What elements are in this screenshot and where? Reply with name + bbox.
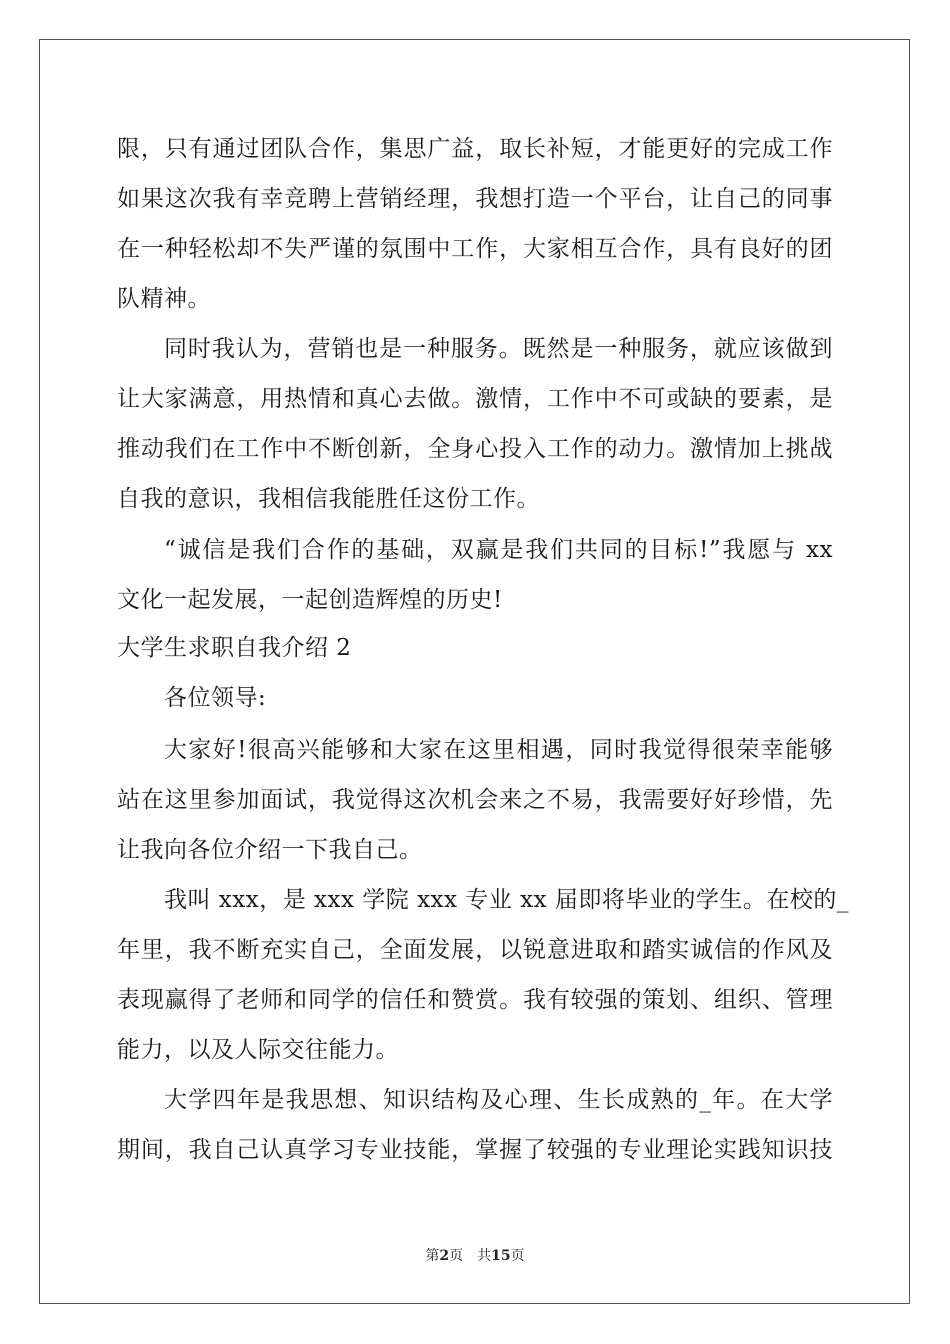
text-line: 同时我认为，营销也是一种服务。既然是一种服务，就应该做到 — [164, 336, 833, 362]
text-line: 大家好!很高兴能够和大家在这里相遇，同时我觉得很荣幸能够 — [164, 737, 833, 763]
text-line: 站在这里参加面试，我觉得这次机会来之不易，我需要好好珍惜，先 — [117, 787, 833, 813]
current-page-number: 2 — [439, 1248, 450, 1264]
salutation: 各位领导: — [164, 685, 267, 711]
text-line: 如果这次我有幸竞聘上营销经理，我想打造一个平台，让自己的同事 — [117, 186, 833, 212]
text-line: 推动我们在工作中不断创新，全身心投入工作的动力。激情加上挑战 — [117, 436, 833, 462]
text-line: “诚信是我们合作的基础，双赢是我们共同的目标!”我愿与 xx — [164, 537, 833, 563]
text-line: 期间，我自己认真学习专业技能，掌握了较强的专业理论实践知识技 — [117, 1137, 833, 1163]
text-line: 文化一起发展，一起创造辉煌的历史! — [117, 587, 503, 613]
text-line: 限，只有通过团队合作，集思广益，取长补短，才能更好的完成工作 — [117, 136, 833, 162]
text-line: 我叫 xxx，是 xxx 学院 xxx 专业 xx 届即将毕业的学生。在校的_ — [164, 887, 849, 913]
text-line: 能力，以及人际交往能力。 — [117, 1037, 399, 1063]
footer-prefix: 第 — [425, 1248, 440, 1264]
text-line: 让我向各位介绍一下我自己。 — [117, 837, 423, 863]
footer-suffix: 页 — [510, 1248, 525, 1264]
section-heading: 大学生求职自我介绍 2 — [117, 635, 352, 661]
text-line: 队精神。 — [117, 286, 211, 312]
text-line: 自我的意识，我相信我能胜任这份工作。 — [117, 486, 540, 512]
text-line: 年里，我不断充实自己，全面发展，以锐意进取和踏实诚信的作风及 — [117, 937, 833, 963]
text-line: 大学四年是我思想、知识结构及心理、生长成熟的_年。在大学 — [164, 1087, 833, 1113]
text-line: 表现赢得了老师和同学的信任和赞赏。我有较强的策划、组织、管理 — [117, 987, 833, 1013]
total-pages-number: 15 — [491, 1248, 511, 1264]
text-line: 在一种轻松却不失严谨的氛围中工作，大家相互合作，具有良好的团 — [117, 236, 833, 262]
footer-mid: 页 共 — [449, 1248, 492, 1264]
text-line: 让大家满意，用热情和真心去做。激情，工作中不可或缺的要素，是 — [117, 386, 833, 412]
page-footer — [0, 1247, 950, 1265]
